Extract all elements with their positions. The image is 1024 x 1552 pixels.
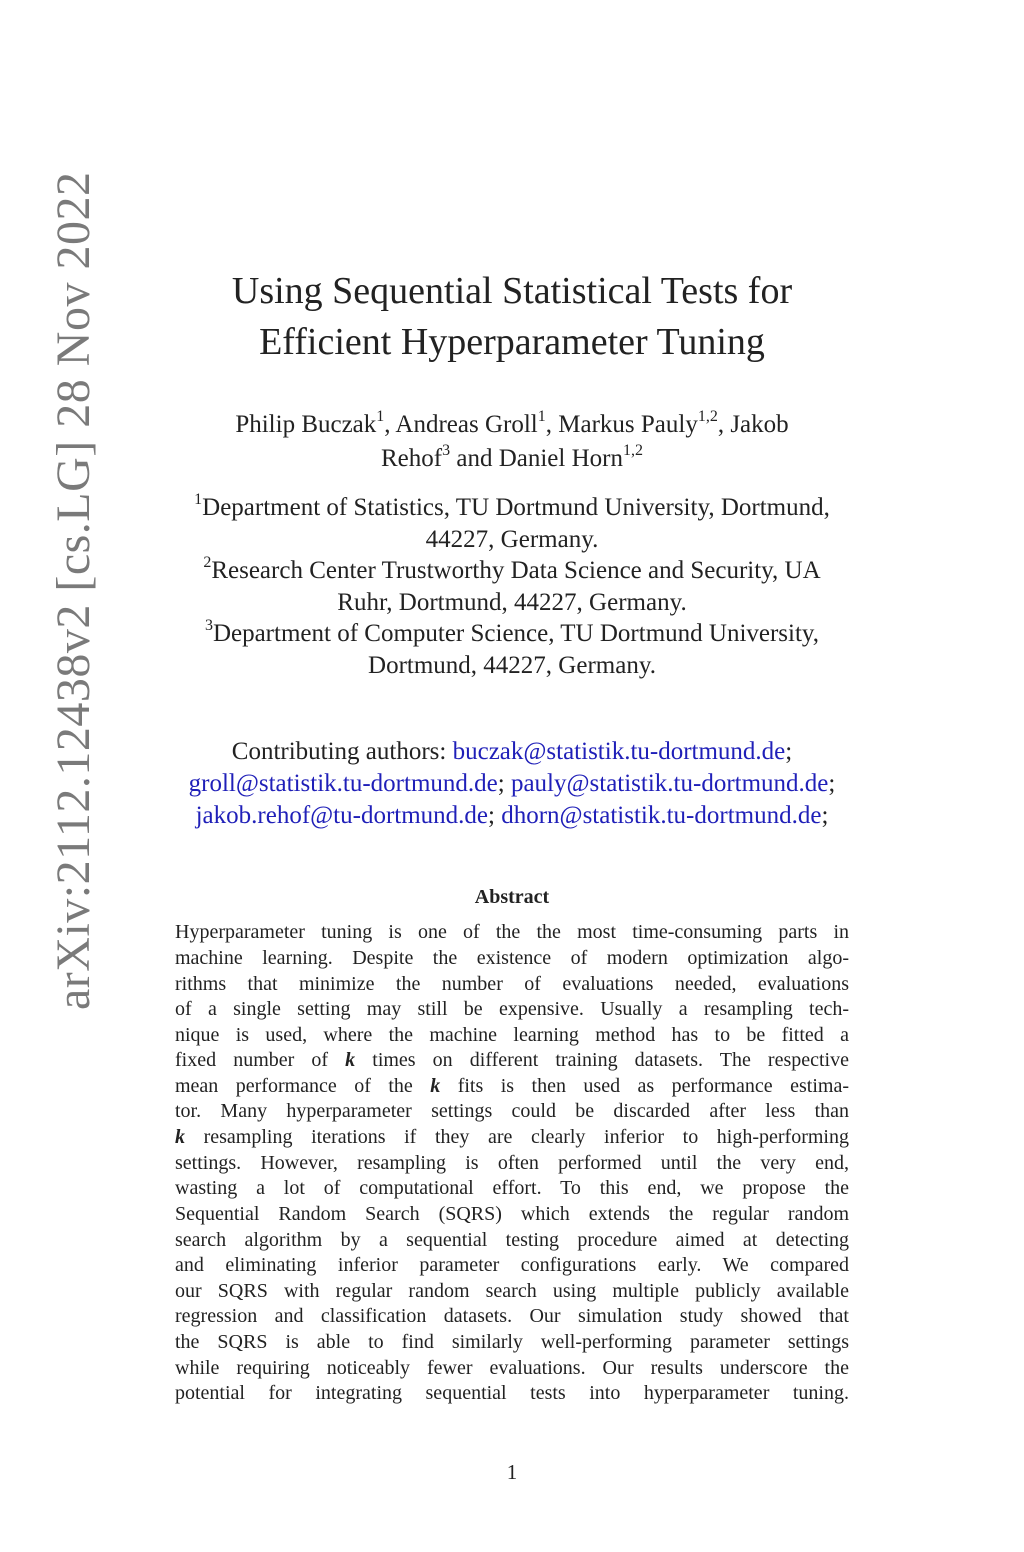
affiliation-marker: 1,2 [697, 407, 718, 425]
affiliation-marker: 3 [204, 616, 213, 634]
affiliation-2 [140, 555, 884, 618]
abstract-text: fits is then used as performance estima- [440, 1075, 849, 1097]
affiliations [140, 492, 884, 681]
abstract-line: regression and classification datasets. Our simulation study showed that [175, 1305, 849, 1327]
affiliation-text: Ruhr, Dortmund, 44227, Germany. [337, 588, 687, 616]
abstract-text: times on different training datasets. The respective [355, 1049, 849, 1071]
abstract-line [175, 1073, 849, 1099]
abstract-line: while requiring noticeably fewer evaluations. Our results underscore the [175, 1357, 849, 1379]
abstract-line [175, 1047, 849, 1073]
abstract-line: and eliminating inferior parameter configurations early. We compared [175, 1254, 849, 1276]
k-symbol: k [430, 1075, 441, 1097]
abstract-line: the SQRS is able to find similarly well-performing parameter settings [175, 1331, 849, 1353]
separator: ; [497, 770, 505, 797]
email-link-groll[interactable]: groll@statistik.tu-dortmund.de [188, 770, 498, 797]
affiliation-marker: 1,2 [622, 441, 643, 459]
author-name: , Markus Pauly [545, 411, 698, 438]
abstract-text: mean performance of the [175, 1075, 431, 1097]
affiliation-text: Department of Computer Science, TU Dortmund University, [212, 620, 820, 647]
author-name: and Daniel Horn [450, 445, 623, 472]
affiliation-text: Research Center Trustworthy Data Science and Security, UA [211, 557, 821, 584]
title-line-1: Using Sequential Statistical Tests for [231, 270, 793, 312]
author-name: Rehof [381, 445, 443, 472]
abstract-line: search algorithm by a sequential testing procedure aimed at detecting [175, 1229, 849, 1251]
email-link-rehof[interactable]: jakob.rehof@tu-dortmund.de [195, 802, 489, 829]
abstract-line: potential for integrating sequential tests into hyperparameter tuning. [175, 1382, 849, 1404]
contributing-authors [140, 736, 884, 832]
author-line-2 [150, 442, 874, 476]
abstract-line: nique is used, where the machine learning method has to be fitted a [175, 1024, 849, 1046]
abstract-line: our SQRS with regular random search using multiple publicly available [175, 1280, 849, 1302]
email-link-pauly[interactable]: pauly@statistik.tu-dortmund.de [510, 770, 829, 797]
affiliation-3 [140, 618, 884, 681]
k-symbol: k [175, 1126, 185, 1148]
abstract-line: settings. However, resampling is often performed until the very end, [175, 1152, 849, 1174]
arxiv-identifier-stamp: arXiv:2112.12438v2 [cs.LG] 28 Nov 2022 [47, 171, 100, 1010]
author-name: , Andreas Groll [384, 411, 538, 438]
author-name: Philip Buczak [235, 411, 377, 438]
affiliation-text: Department of Statistics, TU Dortmund University, Dortmund, [202, 494, 830, 521]
email-link-buczak[interactable]: buczak@statistik.tu-dortmund.de [452, 738, 786, 765]
author-name: , Jakob [717, 411, 789, 438]
affiliation-marker: 1 [537, 407, 546, 425]
author-line-1 [150, 408, 874, 442]
abstract-text: fixed number of [175, 1049, 346, 1071]
page-number: 1 [506, 1460, 518, 1484]
separator: ; [785, 738, 793, 765]
contributing-label: Contributing authors: [231, 738, 453, 765]
k-symbol: k [345, 1049, 356, 1071]
affiliation-marker: 2 [203, 553, 212, 571]
affiliation-marker: 1 [194, 490, 203, 508]
abstract-line: Sequential Random Search (SQRS) which extends the regular random [175, 1203, 849, 1225]
paper-title [150, 266, 874, 368]
abstract-line: machine learning. Despite the existence of modern optimization algo- [175, 947, 849, 969]
affiliation-text: Dortmund, 44227, Germany. [368, 651, 656, 679]
abstract-text: resampling iterations if they are clearly inferior to high-performing [185, 1126, 849, 1148]
abstract-line: tor. Many hyperparameter settings could be discarded after less than [175, 1100, 849, 1122]
affiliation-marker: 3 [442, 441, 451, 459]
abstract-line: of a single setting may still be expensive. Usually a resampling tech- [175, 998, 849, 1020]
abstract-line: rithms that minimize the number of evaluations needed, evaluations [175, 973, 849, 995]
abstract-line: Hyperparameter tuning is one of the the most time-consuming parts in [175, 921, 849, 943]
affiliation-marker: 1 [376, 407, 385, 425]
abstract-heading: Abstract [474, 886, 550, 908]
email-link-horn[interactable]: dhorn@statistik.tu-dortmund.de [501, 802, 822, 829]
author-list [150, 408, 874, 476]
separator: ; [821, 802, 829, 829]
separator: ; [828, 770, 836, 797]
affiliation-1 [140, 492, 884, 555]
abstract-line: wasting a lot of computational effort. To this end, we propose the [175, 1177, 849, 1199]
title-line-2: Efficient Hyperparameter Tuning [259, 321, 765, 363]
abstract-line [175, 1124, 849, 1150]
separator: ; [488, 802, 495, 829]
affiliation-text: 44227, Germany. [425, 525, 599, 553]
